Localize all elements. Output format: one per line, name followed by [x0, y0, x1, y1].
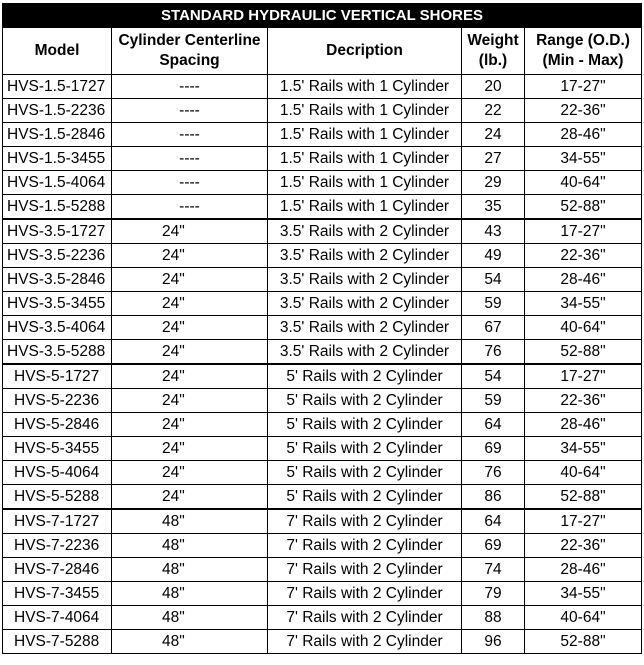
cell-spacing: ---- [112, 99, 268, 123]
cell-model: HVS-1.5-4064 [3, 171, 112, 195]
cell-description: 5' Rails with 2 Cylinder [268, 485, 462, 510]
header-range-line1: Range (O.D.) [536, 32, 630, 49]
cell-model: HVS-7-2236 [3, 534, 112, 558]
table-row [3, 99, 642, 123]
cell-range: 40-64" [525, 171, 642, 195]
cell-description: 3.5' Rails with 2 Cylinder [268, 340, 462, 365]
cell-range: 17-27" [525, 364, 642, 389]
cell-weight: 24 [462, 123, 525, 147]
cell-weight: 59 [462, 292, 525, 316]
cell-description: 3.5' Rails with 2 Cylinder [268, 292, 462, 316]
cell-model: HVS-5-5288 [3, 485, 112, 510]
cell-spacing: 24" [112, 461, 268, 485]
cell-model: HVS-3.5-1727 [3, 219, 112, 244]
cell-description: 5' Rails with 2 Cylinder [268, 389, 462, 413]
cell-weight: 43 [462, 219, 525, 244]
header-range-line2: (Min - Max) [542, 52, 624, 69]
cell-description: 1.5' Rails with 1 Cylinder [268, 123, 462, 147]
cell-weight: 96 [462, 630, 525, 654]
cell-description: 5' Rails with 2 Cylinder [268, 364, 462, 389]
cell-spacing: 24" [112, 364, 268, 389]
cell-range: 22-36" [525, 244, 642, 268]
cell-description: 1.5' Rails with 1 Cylinder [268, 171, 462, 195]
cell-weight: 49 [462, 244, 525, 268]
header-model [3, 28, 112, 75]
cell-range: 28-46" [525, 268, 642, 292]
table-row [3, 292, 642, 316]
cell-description: 5' Rails with 2 Cylinder [268, 437, 462, 461]
table-row [3, 582, 642, 606]
cell-weight: 76 [462, 461, 525, 485]
header-spacing [112, 28, 268, 75]
cell-description: 7' Rails with 2 Cylinder [268, 558, 462, 582]
cell-weight: 88 [462, 606, 525, 630]
cell-weight: 29 [462, 171, 525, 195]
cell-model: HVS-3.5-2236 [3, 244, 112, 268]
header-description-label: Decription [326, 42, 403, 59]
cell-weight: 69 [462, 437, 525, 461]
cell-model: HVS-5-3455 [3, 437, 112, 461]
cell-spacing: ---- [112, 147, 268, 171]
cell-description: 1.5' Rails with 1 Cylinder [268, 195, 462, 220]
cell-range: 52-88" [525, 195, 642, 220]
cell-description: 3.5' Rails with 2 Cylinder [268, 268, 462, 292]
header-weight-line1: Weight [467, 32, 519, 49]
cell-range: 28-46" [525, 413, 642, 437]
cell-weight: 74 [462, 558, 525, 582]
table-row [3, 195, 642, 220]
cell-weight: 20 [462, 75, 525, 99]
table-row [3, 534, 642, 558]
header-spacing-line1: Cylinder Centerline [118, 32, 261, 49]
cell-model: HVS-7-1727 [3, 509, 112, 534]
cell-weight: 76 [462, 340, 525, 365]
table-row [3, 413, 642, 437]
cell-range: 40-64" [525, 316, 642, 340]
cell-description: 7' Rails with 2 Cylinder [268, 582, 462, 606]
cell-range: 34-55" [525, 292, 642, 316]
table-row [3, 558, 642, 582]
cell-range: 17-27" [525, 509, 642, 534]
cell-description: 7' Rails with 2 Cylinder [268, 630, 462, 654]
cell-spacing: 24" [112, 219, 268, 244]
cell-spacing: 24" [112, 413, 268, 437]
table-row [3, 509, 642, 534]
table-title: STANDARD HYDRAULIC VERTICAL SHORES [3, 4, 642, 28]
cell-range: 52-88" [525, 630, 642, 654]
cell-weight: 79 [462, 582, 525, 606]
cell-range: 22-36" [525, 99, 642, 123]
cell-weight: 67 [462, 316, 525, 340]
cell-spacing: 48" [112, 630, 268, 654]
cell-weight: 22 [462, 99, 525, 123]
cell-weight: 54 [462, 364, 525, 389]
cell-model: HVS-5-2846 [3, 413, 112, 437]
cell-weight: 27 [462, 147, 525, 171]
cell-model: HVS-1.5-2846 [3, 123, 112, 147]
cell-spacing: 24" [112, 244, 268, 268]
table-row [3, 606, 642, 630]
cell-spacing: 24" [112, 485, 268, 510]
table-row [3, 437, 642, 461]
cell-model: HVS-7-2846 [3, 558, 112, 582]
cell-model: HVS-1.5-2236 [3, 99, 112, 123]
cell-spacing: 24" [112, 316, 268, 340]
cell-spacing: 48" [112, 606, 268, 630]
table-row [3, 219, 642, 244]
table-row [3, 268, 642, 292]
cell-weight: 54 [462, 268, 525, 292]
cell-range: 22-36" [525, 389, 642, 413]
header-spacing-line2: Spacing [159, 52, 220, 69]
cell-spacing: 24" [112, 389, 268, 413]
cell-spacing: 48" [112, 558, 268, 582]
cell-weight: 64 [462, 413, 525, 437]
cell-range: 52-88" [525, 485, 642, 510]
header-model-label: Model [34, 42, 80, 59]
cell-description: 7' Rails with 2 Cylinder [268, 509, 462, 534]
cell-model: HVS-5-2236 [3, 389, 112, 413]
cell-spacing: 48" [112, 509, 268, 534]
cell-range: 22-36" [525, 534, 642, 558]
cell-range: 34-55" [525, 582, 642, 606]
cell-model: HVS-5-1727 [3, 364, 112, 389]
cell-description: 1.5' Rails with 1 Cylinder [268, 147, 462, 171]
header-range [525, 28, 642, 75]
cell-description: 3.5' Rails with 2 Cylinder [268, 244, 462, 268]
table-row [3, 244, 642, 268]
cell-spacing: 48" [112, 534, 268, 558]
header-description [268, 28, 462, 75]
cell-weight: 69 [462, 534, 525, 558]
table-row [3, 123, 642, 147]
table-row [3, 389, 642, 413]
cell-model: HVS-5-4064 [3, 461, 112, 485]
table-row [3, 485, 642, 510]
cell-spacing: ---- [112, 75, 268, 99]
cell-weight: 59 [462, 389, 525, 413]
header-weight [462, 28, 525, 75]
cell-range: 17-27" [525, 75, 642, 99]
cell-description: 1.5' Rails with 1 Cylinder [268, 75, 462, 99]
cell-model: HVS-3.5-5288 [3, 340, 112, 365]
cell-model: HVS-1.5-1727 [3, 75, 112, 99]
cell-description: 5' Rails with 2 Cylinder [268, 461, 462, 485]
header-weight-line2: (lb.) [478, 52, 508, 69]
table-row [3, 340, 642, 365]
cell-description: 5' Rails with 2 Cylinder [268, 413, 462, 437]
cell-spacing: 24" [112, 292, 268, 316]
table-title-row [3, 4, 642, 28]
table-row [3, 461, 642, 485]
cell-model: HVS-7-4064 [3, 606, 112, 630]
cell-range: 17-27" [525, 219, 642, 244]
table-row [3, 364, 642, 389]
cell-description: 3.5' Rails with 2 Cylinder [268, 219, 462, 244]
cell-weight: 86 [462, 485, 525, 510]
cell-weight: 35 [462, 195, 525, 220]
cell-description: 7' Rails with 2 Cylinder [268, 606, 462, 630]
table-row [3, 171, 642, 195]
cell-range: 40-64" [525, 606, 642, 630]
cell-spacing: ---- [112, 195, 268, 220]
cell-spacing: 24" [112, 340, 268, 365]
table-row [3, 75, 642, 99]
cell-range: 28-46" [525, 558, 642, 582]
header-row [3, 28, 642, 75]
shores-table [2, 3, 642, 654]
cell-description: 7' Rails with 2 Cylinder [268, 534, 462, 558]
cell-range: 52-88" [525, 340, 642, 365]
cell-range: 34-55" [525, 147, 642, 171]
cell-spacing: ---- [112, 171, 268, 195]
cell-range: 34-55" [525, 437, 642, 461]
table-row [3, 630, 642, 654]
cell-model: HVS-7-5288 [3, 630, 112, 654]
cell-description: 1.5' Rails with 1 Cylinder [268, 99, 462, 123]
cell-spacing: 24" [112, 437, 268, 461]
cell-spacing: ---- [112, 123, 268, 147]
cell-model: HVS-1.5-3455 [3, 147, 112, 171]
cell-model: HVS-3.5-3455 [3, 292, 112, 316]
cell-model: HVS-7-3455 [3, 582, 112, 606]
cell-model: HVS-3.5-2846 [3, 268, 112, 292]
table-body [3, 75, 642, 654]
cell-model: HVS-1.5-5288 [3, 195, 112, 220]
cell-description: 3.5' Rails with 2 Cylinder [268, 316, 462, 340]
cell-weight: 64 [462, 509, 525, 534]
table-row [3, 147, 642, 171]
cell-model: HVS-3.5-4064 [3, 316, 112, 340]
cell-range: 40-64" [525, 461, 642, 485]
cell-range: 28-46" [525, 123, 642, 147]
table-row [3, 316, 642, 340]
cell-spacing: 48" [112, 582, 268, 606]
cell-spacing: 24" [112, 268, 268, 292]
